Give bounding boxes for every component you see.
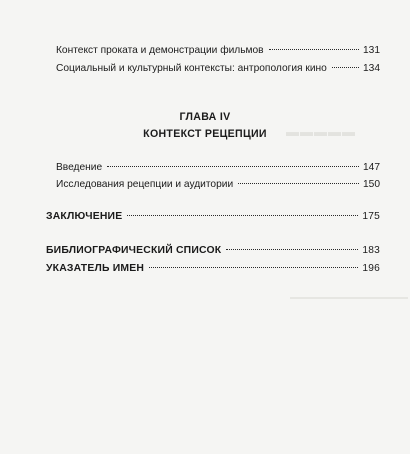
toc-entry xyxy=(56,63,380,74)
toc-section-title: БИБЛИОГРАФИЧЕСКИЙ СПИСОК xyxy=(46,245,222,256)
toc-section-conclusion xyxy=(46,211,380,222)
toc-section-title: ЗАКЛЮЧЕНИЕ xyxy=(46,211,123,222)
chapter-number: ГЛАВА IV xyxy=(179,111,231,123)
toc-entry xyxy=(56,179,380,190)
toc-entry-title: Введение xyxy=(56,162,103,173)
chapter-title: КОНТЕКСТ РЕЦЕПЦИИ xyxy=(143,128,267,140)
toc-entry-page: 150 xyxy=(363,179,380,190)
show-through-line xyxy=(290,297,408,299)
toc-section-bibliography xyxy=(46,245,380,256)
toc-entry-title: Исследования рецепции и аудитории xyxy=(56,179,234,190)
toc-section-title: УКАЗАТЕЛЬ ИМЕН xyxy=(46,263,145,274)
toc-section-name-index xyxy=(46,263,380,274)
leader-dots xyxy=(107,166,359,167)
toc-section-page: 196 xyxy=(362,263,380,274)
leader-dots xyxy=(149,267,358,268)
toc-entry xyxy=(56,162,380,173)
leader-dots xyxy=(332,67,359,68)
toc-entry xyxy=(56,45,380,56)
toc-section-page: 183 xyxy=(362,245,380,256)
toc-entry-page: 131 xyxy=(363,45,380,56)
leader-dots xyxy=(226,249,358,250)
toc-entry-title: Социальный и культурный контексты: антропология кино xyxy=(56,63,327,74)
toc-section-page: 175 xyxy=(362,211,380,222)
toc-entry-page: 147 xyxy=(363,162,380,173)
toc-entry-page: 134 xyxy=(363,63,380,74)
toc-entry-title: Контекст проката и демонстрации фильмов xyxy=(56,45,264,56)
show-through-mark: ▬▬▬▬▬ xyxy=(286,124,356,139)
leader-dots xyxy=(269,49,359,50)
leader-dots xyxy=(238,183,359,184)
leader-dots xyxy=(127,215,358,216)
